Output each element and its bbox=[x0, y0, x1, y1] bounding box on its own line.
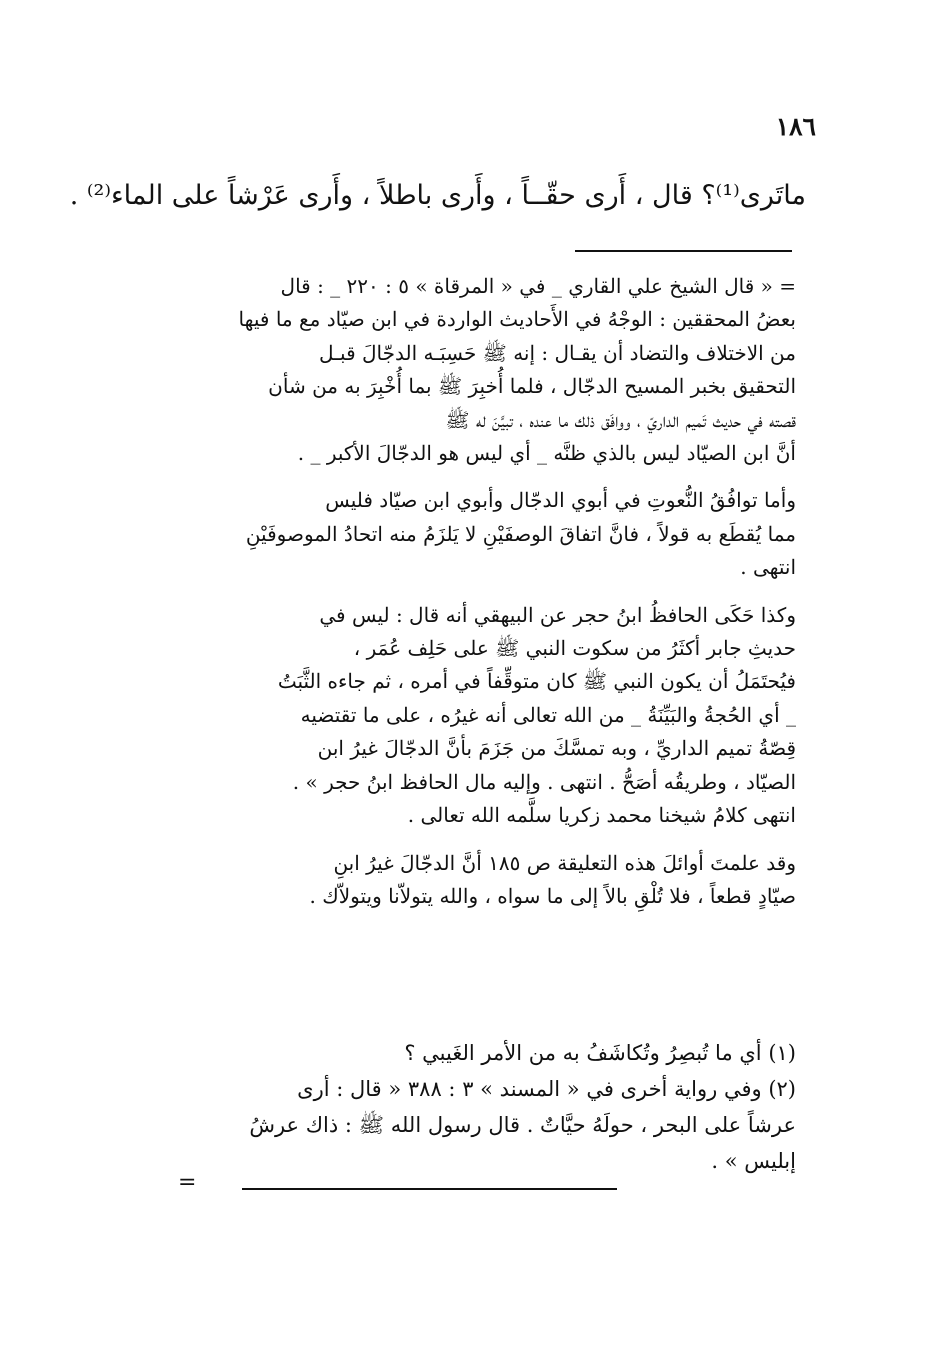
commentary bbox=[146, 270, 796, 913]
text-line: قِصّةُ تميم الداريِّ ، وبه تمسَّكَ من جَزَمَ بأنَّ الدجّالَ غيرُ ابن bbox=[317, 736, 796, 761]
text-line: صيّادٍ قطعاً ، فلا تُلْقِ بالاً إلى ما سواه ، والله يتولاّنا ويتولاّك . bbox=[309, 883, 796, 908]
text-line: حديثِ جابر أكثَرُ من سكوت النبي ﷺ على حَلِف عُمَر ، bbox=[353, 636, 796, 661]
text-line: _ أي الحُجةُ والبَيِّنَةُ _ من الله تعالى أنه غيرُه ، على ما تقتضيه bbox=[300, 702, 796, 727]
text-line: وأما توافُقُ النُّعوتِ في أبوي الدجّال وأبوي ابن صيّاد فليس bbox=[325, 488, 796, 513]
text-line: من الاختلاف والتضاد أن يقـال : إنه ﷺ حَسِبَـه الدجّالَ قبـل bbox=[319, 340, 796, 365]
text-line: قصته في حديث تَميم الداريّ ، ووافَق ذلك ما عنده ، تبيَّنَ له ﷺ bbox=[445, 407, 796, 432]
footnote-2: (٢) وفي رواية أخرى في « المسند » ٣ : ٣٨٨ « قال : أرى bbox=[297, 1077, 796, 1101]
commentary-paragraph-4 bbox=[146, 847, 796, 914]
footnote-1: (١) أي ما تُبصِرُ وتُكاشَفُ به من الأمر الغَيبي ؟ bbox=[404, 1041, 796, 1065]
commentary-paragraph-1 bbox=[146, 270, 796, 470]
main-text: ماتَرى⁽¹⁾؟ قال ، أَرى حقّــاً ، وأَرى باطلاً ، وأَرى عَرْشاً على الماء⁽²⁾ . bbox=[69, 180, 806, 211]
text-line: الصيّاد ، وطريقُه أصَحُّ . انتهى . وإليه مال الحافظ ابنُ حجر » . bbox=[292, 769, 796, 794]
text-line: أنَّ ابن الصيّاد ليس بالذي ظنَّه _ أي ليس هو الدجّالَ الأكبر _ . bbox=[297, 441, 796, 466]
footnote-2-line: عرشاً على البحر ، حولَهُ حيَّاتٌ . قال رسول الله ﷺ : ذاك عرشُ bbox=[249, 1113, 796, 1137]
commentary-paragraph-2 bbox=[146, 484, 796, 584]
footnotes bbox=[146, 1035, 796, 1179]
footnote-rule bbox=[242, 1188, 617, 1190]
text-line: بعضُ المحققين : الوجْهُ في الأَحاديث الواردة في ابن صيّاد مع ما فيها bbox=[238, 307, 796, 332]
page-number: ١٨٦ bbox=[775, 112, 816, 141]
text-line: انتهى كلامُ شيخنا محمد زكريا سلَّمه الله تعالى . bbox=[407, 803, 796, 828]
text-line: مما يُقطَع به قولاً ، فانَّ اتفاقَ الوصفَيْنِ لا يَلزَمُ منه اتحادُ الموصوفَيْنِ bbox=[245, 521, 796, 546]
text-line: = « قال الشيخ علي القاري _ في « المرقاة » ٥ : ٢٢٠ _ : قال bbox=[280, 274, 796, 298]
text-line: التحقيق بخبر المسيح الدجّال ، فلما أُخبِرَ ﷺ بما أُخْبِرَ به من شأن bbox=[268, 374, 796, 399]
text-line: انتهى . bbox=[740, 555, 796, 580]
separator-rule bbox=[575, 250, 792, 252]
text-line: وقد علمتَ أوائلَ هذه التعليقة ص ١٨٥ أنَّ الدجّالَ غيرُ ابنِ bbox=[333, 850, 796, 875]
footnote-2-line: إبليس » . bbox=[711, 1149, 796, 1173]
text-line: فيُحتَمَلُ أن يكون النبي ﷺ كان متوقِّفاً في أمره ، ثم جاءه الثَّبَتُ bbox=[277, 669, 796, 694]
continuation-mark: = bbox=[178, 1170, 197, 1195]
commentary-paragraph-3 bbox=[146, 599, 796, 833]
text-line: وكذا حَكَى الحافظُ ابنُ حجر عن البيهقي أنه قال : ليس في bbox=[319, 602, 796, 627]
